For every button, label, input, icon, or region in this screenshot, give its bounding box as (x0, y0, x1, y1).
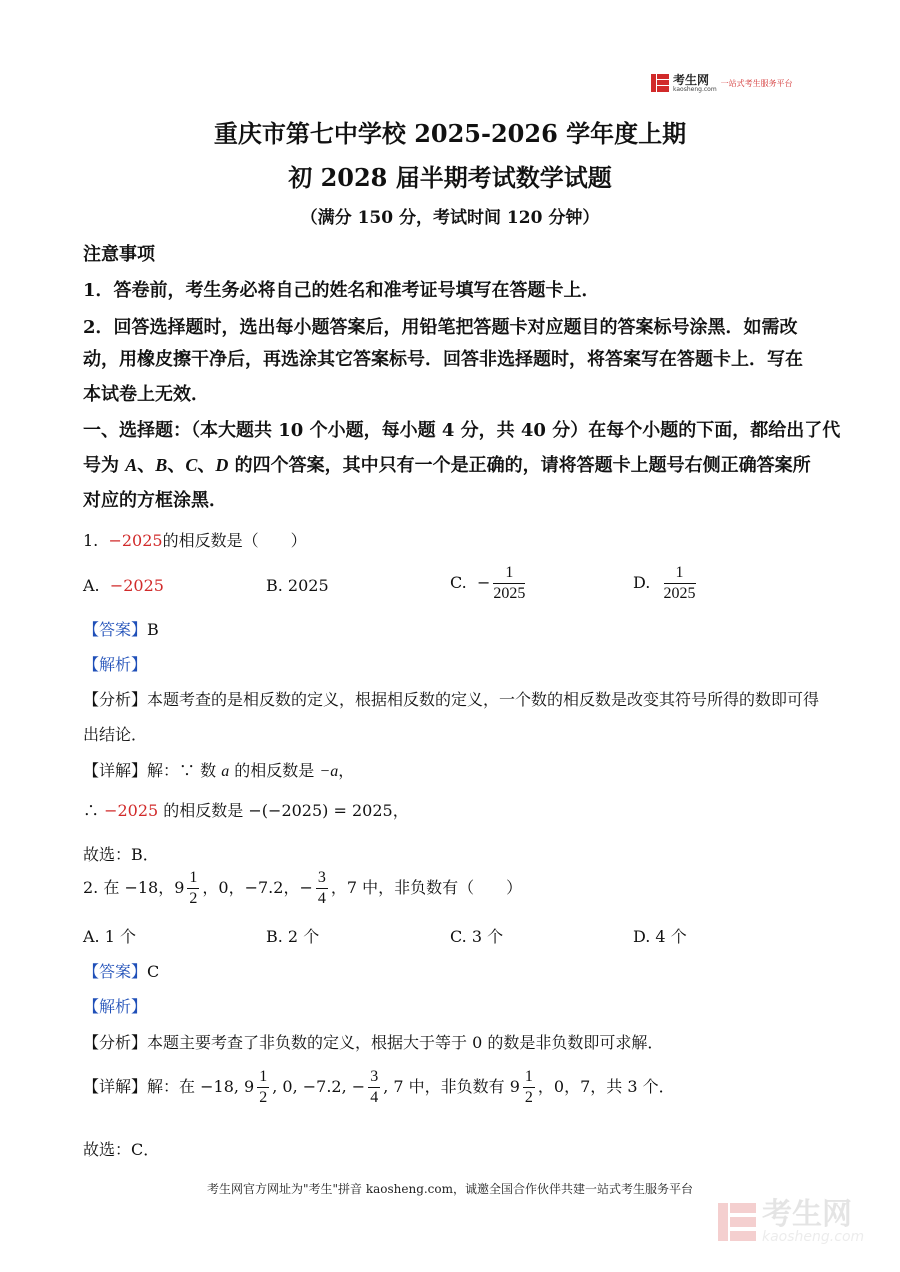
q1-option-d: D. $\frac{1}{2025}$ (633, 564, 696, 602)
q1-detail-line1: 【详解】解：∵ 数 a 的相反数是 −a， (83, 761, 355, 780)
section1-line3: 对应的方框涂黑． (83, 490, 227, 511)
q2-option-c: C. 3 个 (450, 927, 504, 946)
footer-text: 考生网官方网址为"考生"拼音 kaosheng.com，诚邀全国合作伙伴共建一站式考生服务平台 (206, 1182, 694, 1196)
notes-item-2-line3: 本试卷上无效． (83, 384, 209, 405)
kaosheng-logo-icon (651, 74, 669, 92)
q1-answer: 【答案】B (83, 620, 159, 639)
q1-conclusion: 故选：B． (83, 845, 159, 864)
logo-name: 考生网 (673, 72, 710, 87)
exam-title-line1: 重庆市第七中学校 2025-2026 学年度上期 (213, 119, 687, 148)
q2-option-a: A. 1 个 (83, 927, 136, 946)
watermark-name: 考生网 (762, 1197, 852, 1232)
logo-slogan: 一站式考生服务平台 (720, 78, 793, 88)
q1-fenxi-line1: 【分析】本题考查的是相反数的定义，根据相反数的定义，一个数的相反数是改变其符号所得的数即可得 (83, 690, 820, 709)
section1-line2: 号为 A、B、C、D 的四个答案，其中只有一个是正确的，请将答题卡上题号右侧正确答案所 (83, 455, 811, 476)
q1-option-c: C. − $\frac{1}{2025}$ (450, 564, 526, 602)
exam-title-line2: 初 2028 届半期考试数学试题 (288, 163, 612, 192)
section1-line1: 一、选择题：（本大题共 10 个小题，每小题 4 分，共 40 分）在每个小题的下面，都给出了代 (83, 420, 841, 441)
q1-fenxi-line2: 出结论． (83, 725, 148, 744)
notes-item-2-line2: 动，用橡皮擦干净后，再选涂其它答案标号．回答非选择题时，将答案写在答题卡上．写在 (83, 349, 803, 370)
exam-subtitle: （满分 150 分，考试时间 120 分钟） (300, 208, 600, 228)
logo-domain: kaosheng.com (673, 85, 717, 93)
q1-option-a: A. −2025 (83, 576, 164, 595)
q2-analysis-tag: 【解析】 (83, 997, 148, 1016)
q2-conclusion: 故选：C． (83, 1140, 160, 1159)
watermark-logo (718, 1197, 865, 1245)
q1-stem: 1. −2025的相反数是（ ） (83, 531, 307, 550)
q2-answer: 【答案】C (83, 962, 160, 981)
watermark-logo-icon (718, 1203, 756, 1241)
q2-fenxi: 【分析】本题主要考查了非负数的定义，根据大于等于 0 的数是非负数即可求解． (83, 1033, 664, 1052)
q2-option-d: D. 4 个 (633, 927, 687, 946)
q1-option-b: B. 2025 (266, 576, 329, 595)
notes-item-1: 1．答卷前，考生务必将自己的姓名和准考证号填写在答题卡上． (83, 280, 600, 301)
q2-detail: 【详解】解：在 −18, 9 $\frac{1}{2}$ , 0, −7.2, − $\frac{3}{4}$ , 7 中，非负数有 9 $\frac{1}{2}$ ，0，7，共 3 个． (83, 1068, 675, 1106)
watermark-domain: kaosheng.com (762, 1229, 865, 1245)
kaosheng-logo (651, 70, 793, 96)
notes-heading: 注意事项 (83, 244, 155, 265)
q2-stem: 2. 在 −18，9 $\frac{1}{2}$ ，0，−7.2，− $\frac{3}{4}$ ，7 中，非负数有（ ） (83, 869, 523, 907)
q1-analysis-tag: 【解析】 (83, 655, 148, 674)
notes-item-2-line1: 2．回答选择题时，选出每小题答案后，用铅笔把答题卡对应题目的答案标号涂黑．如需改 (83, 317, 798, 338)
q1-detail-line2: ∴ −2025 的相反数是 −(−2025) = 2025， (83, 801, 409, 820)
q2-option-b: B. 2 个 (266, 927, 320, 946)
